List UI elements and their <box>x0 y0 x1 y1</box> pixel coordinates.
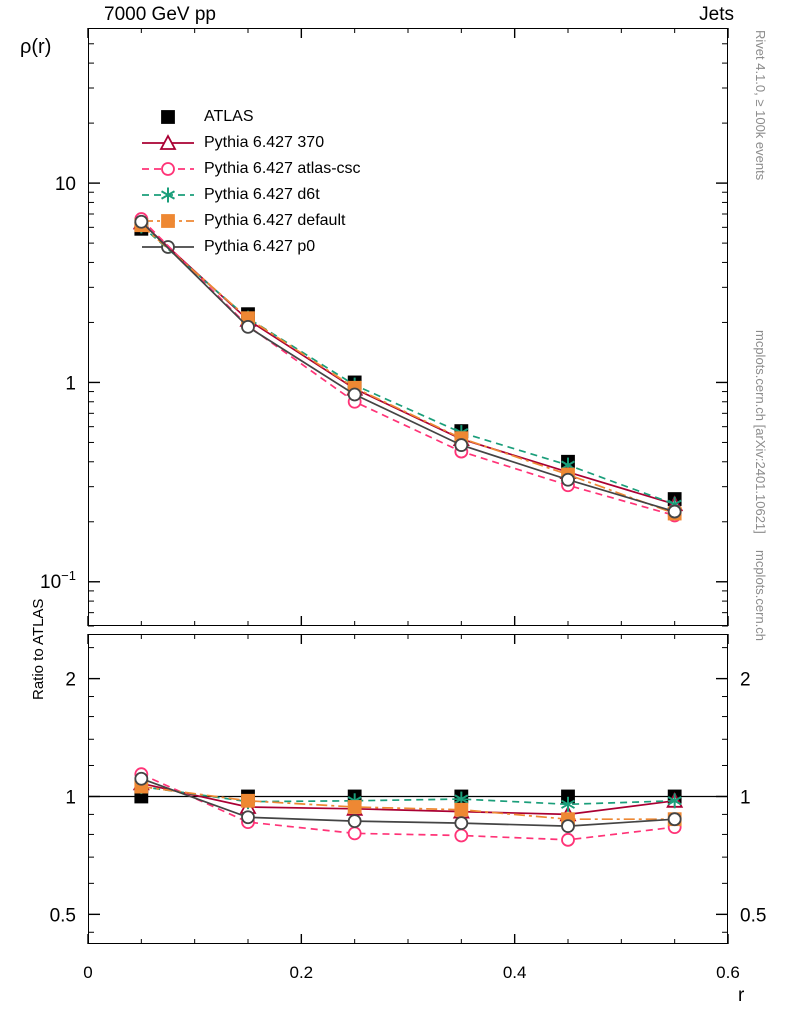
data-marker <box>135 773 147 785</box>
data-marker <box>455 817 467 829</box>
header-analysis-category: Jets <box>699 4 734 25</box>
data-marker <box>242 321 254 333</box>
data-marker <box>349 801 361 813</box>
series-line <box>141 225 674 513</box>
y-tick-label: 10 <box>54 174 76 196</box>
legend-label: Pythia 6.427 p0 <box>204 238 316 255</box>
series-line <box>141 779 674 826</box>
series-3 <box>135 218 681 511</box>
series-1 <box>134 215 681 510</box>
x-tick-label: 0.4 <box>502 963 527 982</box>
y-tick-label-ratio: 2 <box>65 669 76 691</box>
y-tick-label-ratio-right: 2 <box>740 669 751 691</box>
y-tick-label: $10^{-1}$ <box>40 567 76 593</box>
legend-label: Pythia 6.427 370 <box>204 134 325 151</box>
series-2 <box>135 768 680 846</box>
x-axis-title: r <box>738 985 745 1006</box>
series-4 <box>135 219 680 519</box>
data-marker <box>242 811 254 823</box>
y-tick-label-ratio: 0.5 <box>49 905 76 927</box>
arxiv-reference-caption: mcplots.cern.ch [arXiv:2401.10621] <box>753 330 768 534</box>
x-tick-label: 0.2 <box>289 963 314 982</box>
legend-label: Pythia 6.427 default <box>204 212 346 229</box>
y-axis-title-ratio: Ratio to ATLAS <box>30 598 47 700</box>
header-beam-info: 7000 GeV pp <box>104 4 216 25</box>
x-tick-label: 0 <box>83 963 93 982</box>
series-0 <box>135 223 680 505</box>
series-line <box>141 226 674 504</box>
data-marker <box>669 506 681 518</box>
data-marker <box>455 829 467 841</box>
legend-label: ATLAS <box>204 108 254 125</box>
data-marker <box>562 474 574 486</box>
data-marker <box>135 216 147 228</box>
data-marker <box>349 827 361 839</box>
series-line <box>141 219 674 515</box>
series-line <box>141 222 674 504</box>
data-marker <box>562 834 574 846</box>
data-marker <box>669 813 681 825</box>
series-2 <box>135 213 680 521</box>
data-marker <box>349 815 361 827</box>
legend-label: Pythia 6.427 atlas-csc <box>204 160 361 177</box>
data-marker <box>455 804 467 816</box>
series-line <box>141 222 674 512</box>
x-tick-label: 0.6 <box>716 963 740 982</box>
data-marker <box>349 389 361 401</box>
rivet-version-caption: Rivet 4.1.0, ≥ 100k events <box>753 30 768 181</box>
series-line <box>141 787 674 820</box>
y-tick-label-ratio-right: 1 <box>740 787 751 809</box>
data-marker <box>455 439 467 451</box>
y-tick-label-ratio-right: 0.5 <box>740 905 767 927</box>
series-3 <box>135 779 681 812</box>
legend-label: Pythia 6.427 d6t <box>204 186 320 203</box>
mcplots-reference-caption: mcplots.cern.ch <box>753 550 768 642</box>
series-5 <box>135 773 680 832</box>
y-axis-title-main: ρ(r) <box>20 36 52 58</box>
data-marker <box>562 820 574 832</box>
y-tick-label: 1 <box>65 373 76 395</box>
data-marker <box>242 795 254 807</box>
y-tick-label-ratio: 1 <box>65 787 76 809</box>
series-5 <box>135 216 680 518</box>
series-1 <box>134 776 681 820</box>
